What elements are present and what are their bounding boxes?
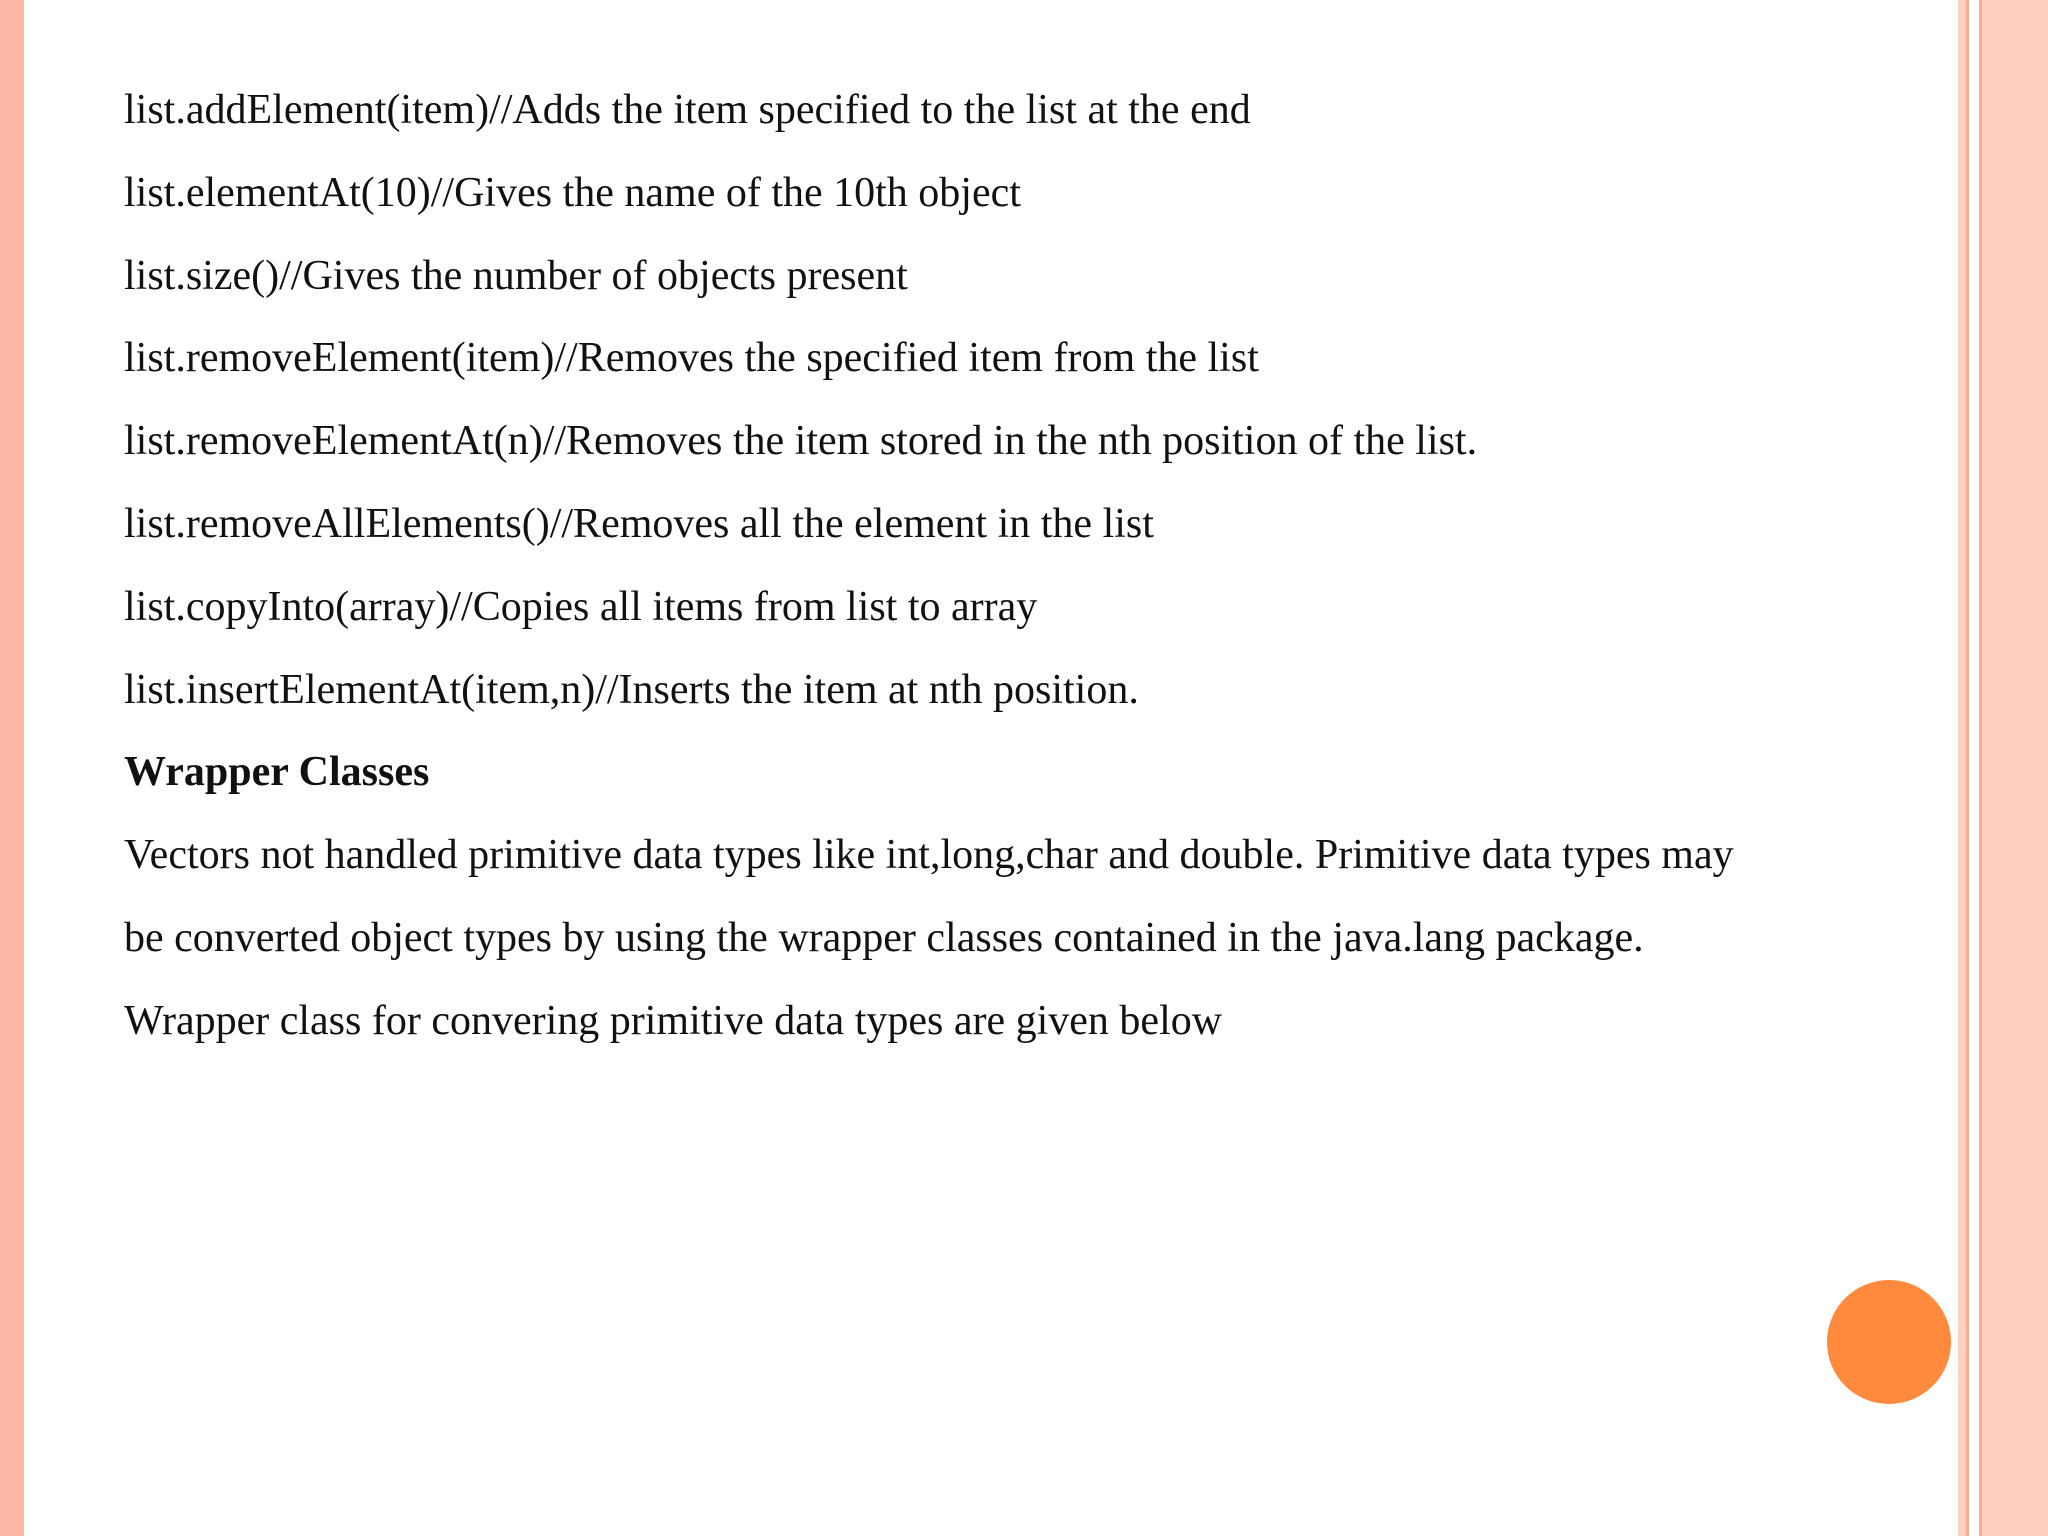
slide-body — [124, 78, 1944, 1072]
method-element-at: list.elementAt(10)//Gives the name of the 10th object — [124, 169, 1021, 216]
method-remove-element-at: list.removeElementAt(n)//Removes the item stored in the nth position of the list. — [124, 418, 1478, 465]
method-insert-element-at: list.insertElementAt(item,n)//Inserts the item at nth position. — [124, 666, 1139, 713]
right-decorative-band-inner-line — [1966, 0, 1982, 1536]
method-add-element: list.addElement(item)//Adds the item specified to the list at the end — [124, 87, 1251, 133]
method-size: list.size()//Gives the number of objects present — [124, 252, 908, 299]
paragraph-line-2: be converted object types by using the wrapper classes contained in the java.lang package. — [124, 914, 1644, 961]
paragraph-line-1: Vectors not handled primitive data types like int,long,char and double. Primitive data types may — [124, 832, 1734, 879]
method-copy-into: list.copyInto(array)//Copies all items from list to array — [124, 583, 1038, 630]
method-remove-element: list.removeElement(item)//Removes the specified item from the list — [124, 335, 1259, 382]
orange-circle-decoration — [1827, 1280, 1951, 1404]
section-heading-wrapper-classes: Wrapper Classes — [124, 749, 430, 796]
left-decorative-stripe — [0, 0, 24, 1536]
method-remove-all-elements: list.removeAllElements()//Removes all the element in the list — [124, 500, 1154, 547]
right-decorative-band-wide — [1982, 0, 2048, 1536]
paragraph-line-3: Wrapper class for convering primitive data types are given below — [124, 997, 1223, 1044]
right-decorative-band-outer — [1958, 0, 1966, 1536]
